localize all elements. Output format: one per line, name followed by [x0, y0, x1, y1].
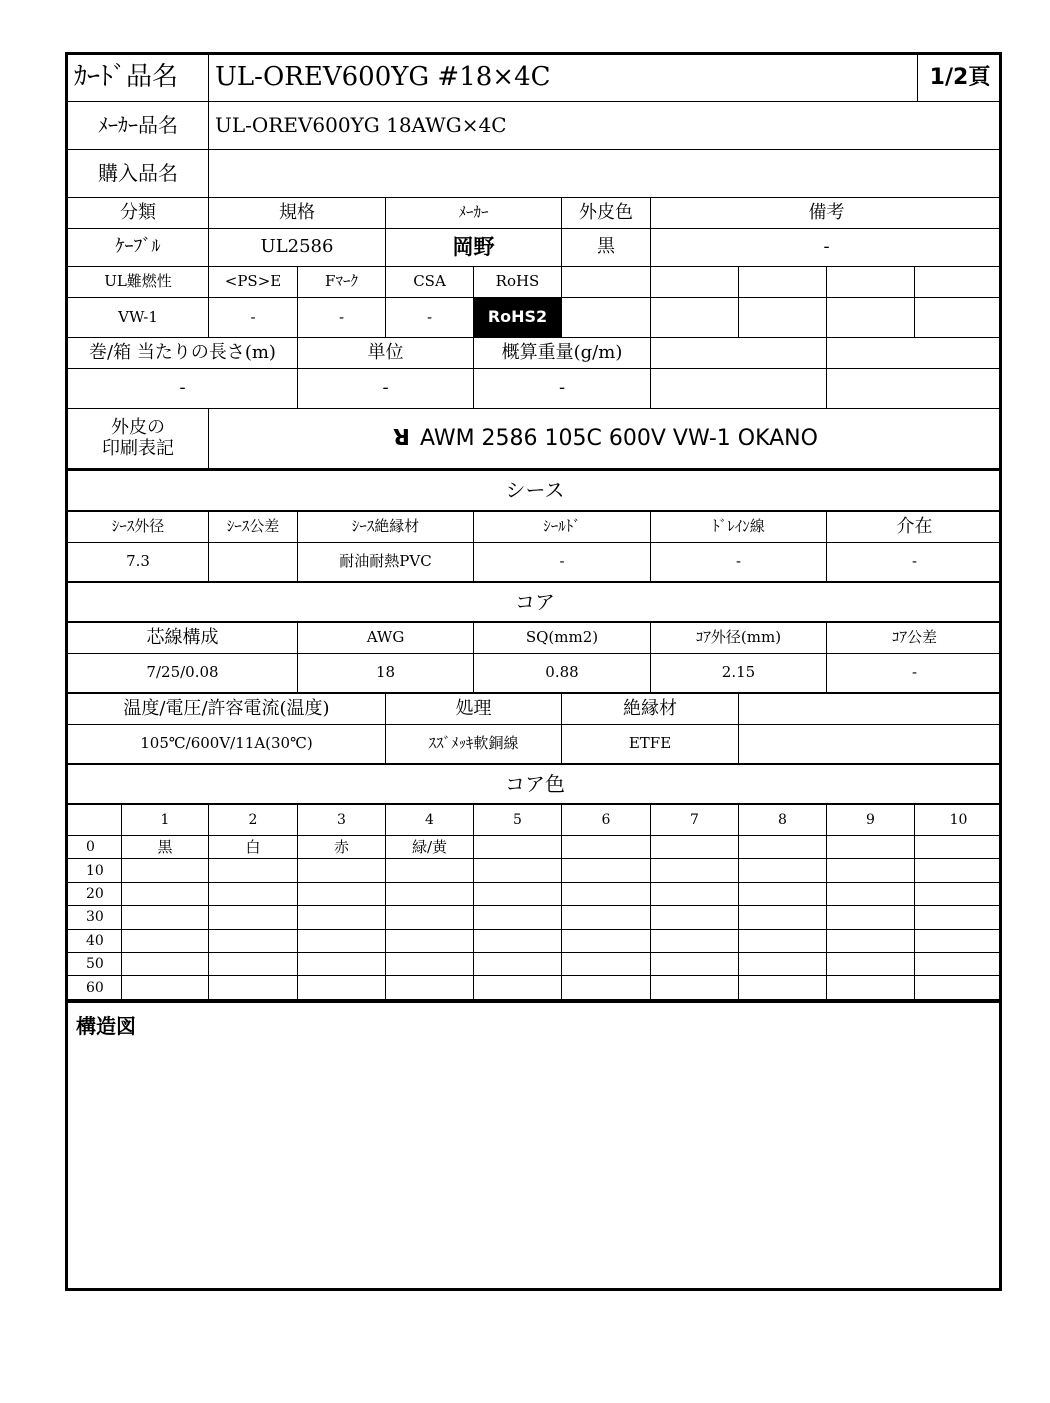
color-cell — [827, 883, 915, 906]
core-tol-value: - — [827, 654, 1002, 694]
jacket-color-header: 外皮色 — [562, 198, 651, 229]
color-cell — [386, 883, 474, 906]
color-cell — [827, 859, 915, 882]
sheath-section-title: シース — [68, 471, 1002, 512]
color-cell — [386, 976, 474, 999]
rating-value: 105℃/600V/11A(30℃) — [68, 725, 386, 765]
color-cell — [386, 906, 474, 929]
rohs-badge: RoHS2 — [474, 298, 562, 338]
color-cell: 白 — [209, 836, 298, 859]
conductor-value: 7/25/0.08 — [68, 654, 298, 694]
color-cell: 緑/黄 — [386, 836, 474, 859]
pse-value: - — [209, 298, 298, 338]
color-row-label: 60 — [68, 976, 122, 999]
classification-value: ｹｰﾌﾞﾙ — [68, 229, 209, 267]
print-marking-label-line1: 外皮の — [111, 416, 165, 438]
color-cell — [562, 930, 651, 953]
color-cell — [209, 859, 298, 882]
color-column-header: 1 — [122, 805, 209, 836]
cert-blank-value — [739, 298, 827, 338]
cert-blank-header — [739, 267, 827, 298]
card-name-label: ｶｰﾄﾞ品名 — [68, 55, 209, 102]
color-cell — [209, 906, 298, 929]
electrical-blank-value — [739, 725, 1002, 765]
color-cell — [827, 906, 915, 929]
color-cell — [562, 953, 651, 976]
color-cell — [739, 953, 827, 976]
color-column-header: 3 — [298, 805, 386, 836]
color-cell — [298, 883, 386, 906]
length-blank-value — [827, 369, 1002, 409]
color-column-header: 9 — [827, 805, 915, 836]
color-cell — [739, 906, 827, 929]
color-row-label: 40 — [68, 930, 122, 953]
color-cell — [739, 883, 827, 906]
cert-blank-value — [915, 298, 1002, 338]
color-cell — [562, 859, 651, 882]
sheath-material-header: ｼｰｽ絶縁材 — [298, 512, 474, 543]
jacket-color-value: 黒 — [562, 229, 651, 267]
shield-header: ｼｰﾙﾄﾞ — [474, 512, 651, 543]
filler-header: 介在 — [827, 512, 1002, 543]
color-cell — [562, 906, 651, 929]
color-cell — [474, 930, 562, 953]
cert-blank-header — [562, 267, 651, 298]
color-cell — [915, 906, 1002, 929]
color-row-label: 0 — [68, 836, 122, 859]
color-cell — [651, 836, 739, 859]
drain-value: - — [651, 543, 827, 583]
maker-header: ﾒｰｶｰ — [386, 198, 562, 229]
electrical-blank-header — [739, 694, 1002, 725]
core-section-title: コア — [68, 583, 1002, 623]
pse-header: <PS>E — [209, 267, 298, 298]
color-cell: 黒 — [122, 836, 209, 859]
color-cell — [651, 859, 739, 882]
color-cell — [474, 836, 562, 859]
color-cell — [651, 976, 739, 999]
treatment-header: 処理 — [386, 694, 562, 725]
cert-blank-header — [827, 267, 915, 298]
color-cell — [474, 883, 562, 906]
standard-header: 規格 — [209, 198, 386, 229]
color-column-header: 8 — [739, 805, 827, 836]
color-cell: 赤 — [298, 836, 386, 859]
color-column-header: 4 — [386, 805, 474, 836]
rating-header: 温度/電圧/許容電流(温度) — [68, 694, 386, 725]
color-cell — [298, 976, 386, 999]
sheath-tol-value — [209, 543, 298, 583]
color-cell — [122, 883, 209, 906]
purchase-name-label: 購入品名 — [68, 150, 209, 198]
ul-logo-icon: ꓤ — [393, 425, 408, 451]
color-column-header: 2 — [209, 805, 298, 836]
weight-header: 概算重量(g/m) — [474, 338, 651, 369]
card-name-value: UL-OREV600YG #18×4C — [209, 55, 918, 102]
color-cell — [739, 859, 827, 882]
drain-header: ﾄﾞﾚｲﾝ線 — [651, 512, 827, 543]
color-cell — [915, 883, 1002, 906]
maker-name-label: ﾒｰｶｰ品名 — [68, 102, 209, 150]
purchase-name-value — [209, 150, 1002, 198]
color-cell — [827, 836, 915, 859]
print-marking-value — [209, 409, 1002, 471]
insulation-header: 絶縁材 — [562, 694, 739, 725]
length-value: - — [68, 369, 298, 409]
structure-divider — [68, 1000, 999, 1003]
ul-flame-header: UL難燃性 — [68, 267, 209, 298]
length-blank-header — [827, 338, 1002, 369]
spec-sheet — [65, 52, 1002, 1291]
color-cell — [474, 859, 562, 882]
color-cell — [209, 953, 298, 976]
print-marking-text: AWM 2586 105C 600V VW-1 OKANO — [419, 425, 818, 451]
csa-value: - — [386, 298, 474, 338]
color-cell — [122, 930, 209, 953]
f-mark-value: - — [298, 298, 386, 338]
ul-flame-value: VW-1 — [68, 298, 209, 338]
page-indicator: 1/2頁 — [918, 55, 1002, 102]
length-header: 巻/箱 当たりの長さ(m) — [68, 338, 298, 369]
color-column-header: 5 — [474, 805, 562, 836]
color-cell — [122, 976, 209, 999]
unit-header: 単位 — [298, 338, 474, 369]
cert-blank-header — [651, 267, 739, 298]
sq-header: SQ(mm2) — [474, 623, 651, 654]
color-cell — [386, 930, 474, 953]
color-column-header: 7 — [651, 805, 739, 836]
color-column-header: 6 — [562, 805, 651, 836]
color-cell — [651, 953, 739, 976]
color-cell — [739, 836, 827, 859]
structure-label: 構造図 — [76, 1014, 136, 1038]
color-cell — [915, 976, 1002, 999]
awg-header: AWG — [298, 623, 474, 654]
color-cell — [915, 930, 1002, 953]
shield-value: - — [474, 543, 651, 583]
color-cell — [915, 859, 1002, 882]
standard-value: UL2586 — [209, 229, 386, 267]
color-cell — [562, 976, 651, 999]
color-cell — [474, 906, 562, 929]
color-cell — [651, 930, 739, 953]
rohs-header: RoHS — [474, 267, 562, 298]
color-cell — [209, 976, 298, 999]
csa-header: CSA — [386, 267, 474, 298]
filler-value: - — [827, 543, 1002, 583]
classification-header: 分類 — [68, 198, 209, 229]
unit-value: - — [298, 369, 474, 409]
color-cell — [915, 953, 1002, 976]
print-marking-label-line2: 印刷表記 — [102, 437, 174, 459]
color-cell — [651, 906, 739, 929]
sq-value: 0.88 — [474, 654, 651, 694]
core-tol-header: ｺｱ公差 — [827, 623, 1002, 654]
sheath-material-value: 耐油耐熱PVC — [298, 543, 474, 583]
color-cell — [739, 976, 827, 999]
color-cell — [298, 930, 386, 953]
cert-blank-value — [562, 298, 651, 338]
color-cell — [562, 836, 651, 859]
color-cell — [827, 976, 915, 999]
color-cell — [209, 883, 298, 906]
color-cell — [122, 953, 209, 976]
insulation-value: ETFE — [562, 725, 739, 765]
color-cell — [651, 883, 739, 906]
sheath-tol-header: ｼｰｽ公差 — [209, 512, 298, 543]
f-mark-header: Fﾏｰｸ — [298, 267, 386, 298]
maker-value: 岡野 — [386, 229, 562, 267]
awg-value: 18 — [298, 654, 474, 694]
color-column-header: 10 — [915, 805, 1002, 836]
color-cell — [298, 953, 386, 976]
color-row-label: 10 — [68, 859, 122, 882]
core-od-value: 2.15 — [651, 654, 827, 694]
remarks-value: - — [651, 229, 1002, 267]
cert-blank-value — [651, 298, 739, 338]
color-row-label: 50 — [68, 953, 122, 976]
weight-value: - — [474, 369, 651, 409]
color-cell — [386, 859, 474, 882]
color-cell — [474, 976, 562, 999]
length-blank-header — [651, 338, 827, 369]
maker-name-value: UL-OREV600YG 18AWG×4C — [209, 102, 1002, 150]
color-row-label: 30 — [68, 906, 122, 929]
color-cell — [827, 953, 915, 976]
remarks-header: 備考 — [651, 198, 1002, 229]
color-grid-corner — [68, 805, 122, 836]
conductor-header: 芯線構成 — [68, 623, 298, 654]
sheath-od-header: ｼｰｽ外径 — [68, 512, 209, 543]
color-cell — [562, 883, 651, 906]
color-cell — [474, 953, 562, 976]
color-cell — [386, 953, 474, 976]
color-row-label: 20 — [68, 883, 122, 906]
cert-blank-header — [915, 267, 1002, 298]
cert-blank-value — [827, 298, 915, 338]
color-cell — [209, 930, 298, 953]
core-color-title: コア色 — [68, 765, 1002, 805]
sheath-od-value: 7.3 — [68, 543, 209, 583]
color-cell — [122, 859, 209, 882]
length-blank-value — [651, 369, 827, 409]
print-marking-label — [68, 409, 209, 471]
core-od-header: ｺｱ外径(mm) — [651, 623, 827, 654]
core-color-grid — [68, 805, 1002, 1000]
color-cell — [739, 930, 827, 953]
color-cell — [915, 836, 1002, 859]
color-cell — [298, 859, 386, 882]
color-cell — [122, 906, 209, 929]
treatment-value: ｽｽﾞﾒｯｷ軟銅線 — [386, 725, 562, 765]
color-cell — [298, 906, 386, 929]
color-cell — [827, 930, 915, 953]
